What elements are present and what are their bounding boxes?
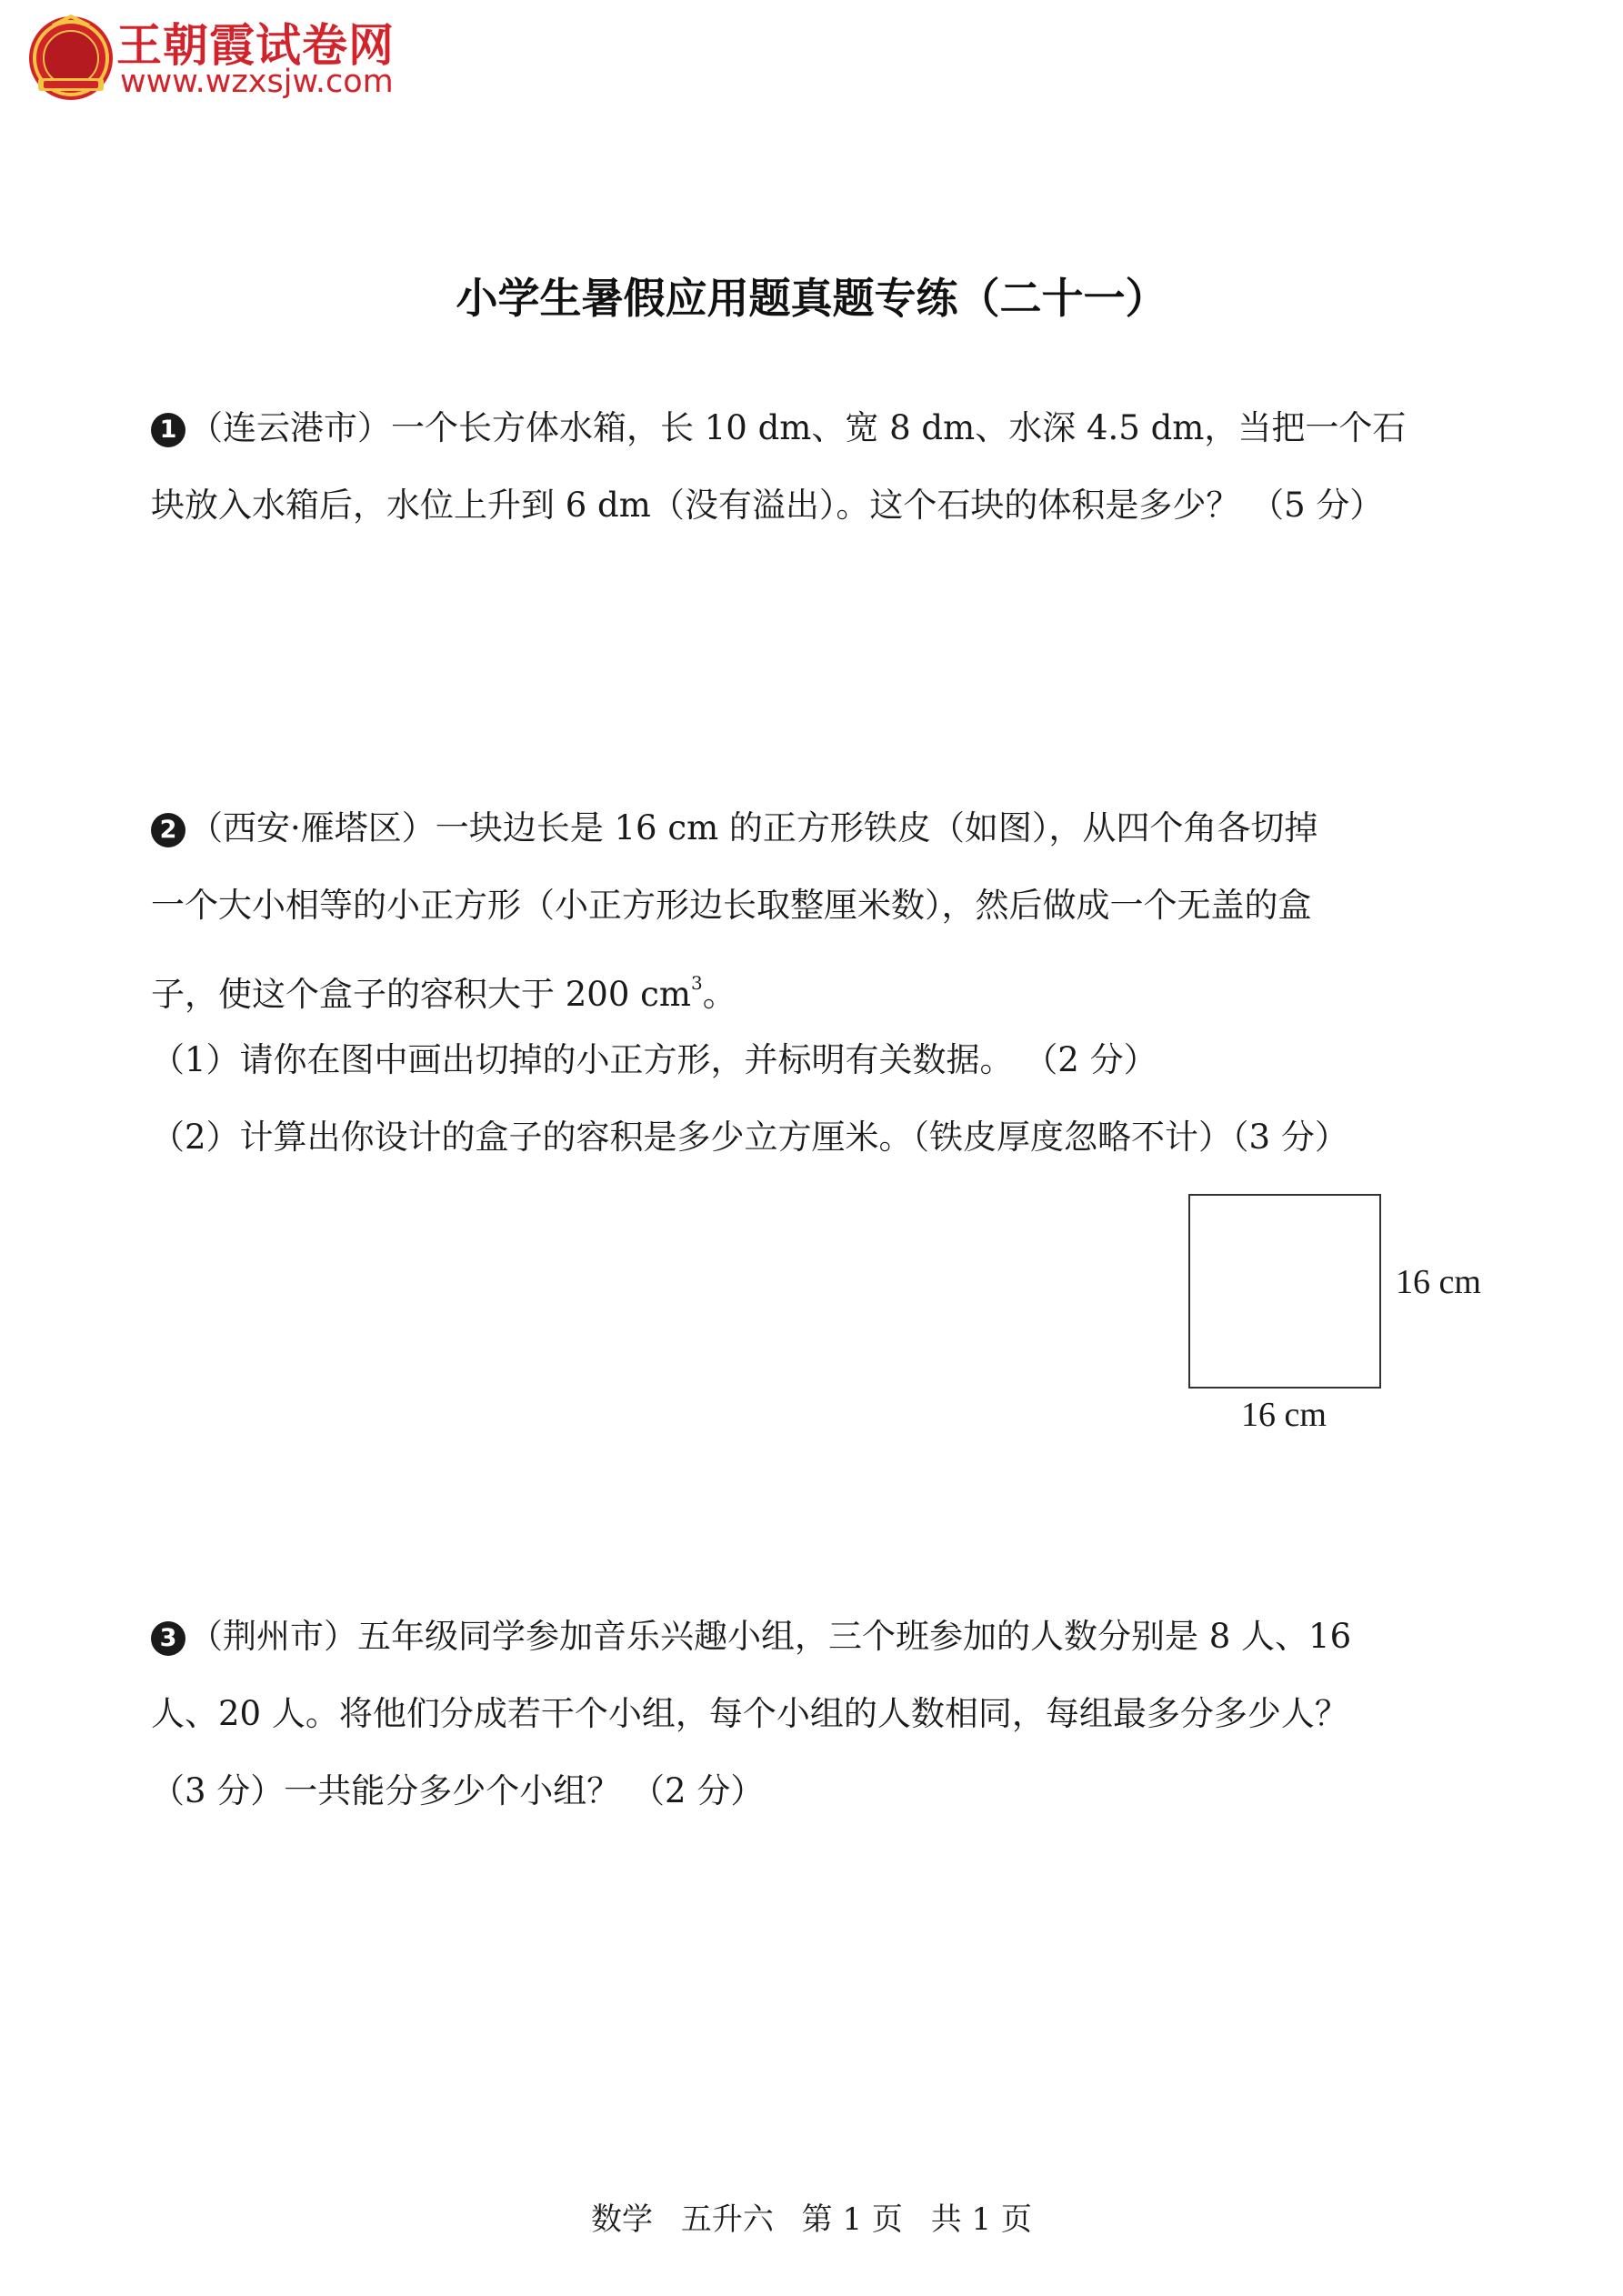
page-footer bbox=[0, 2194, 1623, 2239]
question-text: （西安·雁塔区）一块边长是 16 cm 的正方形铁皮（如图），从四个角各切掉 bbox=[189, 808, 1318, 847]
wangzhaoxia-seal-logo-icon bbox=[25, 13, 116, 104]
question-text: （3 分）一共能分多少个小组？ （2 分） bbox=[151, 1771, 765, 1810]
question-3-line-3 bbox=[151, 1769, 764, 1814]
question-text: （2）计算出你设计的盒子的容积是多少立方厘米。（铁皮厚度忽略不计）（3 分） bbox=[151, 1118, 1348, 1157]
question-number-badge: 2 bbox=[151, 813, 185, 847]
question-text: 人、20 人。将他们分成若干个小组，每个小组的人数相同，每组最多分多少人？ bbox=[151, 1694, 1348, 1733]
page-title: 小学生暑假应用题真题专练（二十一） bbox=[456, 274, 1167, 323]
question-text: 子，使这个盒子的容积大于 200 cm bbox=[151, 975, 691, 1014]
brand-name: 王朝霞试卷网 bbox=[116, 19, 395, 72]
question-2-part-1 bbox=[151, 1038, 1157, 1083]
question-2-part-2 bbox=[151, 1115, 1348, 1160]
question-3-line-2 bbox=[151, 1691, 1348, 1737]
question-3-line-1 bbox=[151, 1614, 1351, 1659]
question-2-line-3 bbox=[151, 960, 736, 1018]
question-2-line-1 bbox=[151, 806, 1317, 851]
question-text: 一个大小相等的小正方形（小正方形边长取整厘米数），然后做成一个无盖的盒 bbox=[151, 886, 1312, 925]
superscript-3: 3 bbox=[690, 972, 703, 994]
question-text: （连云港市）一个长方体水箱，长 10 dm、宽 8 dm、水深 4.5 dm，当把一个石 bbox=[189, 408, 1407, 447]
footer-subject: 数学 bbox=[591, 2201, 654, 2238]
footer-grade: 五升六 bbox=[680, 2201, 774, 2238]
question-text: 块放入水箱后，水位上升到 6 dm（没有溢出）。这个石块的体积是多少？ （5 分） bbox=[151, 486, 1384, 525]
footer-page-number: 第 1 页 bbox=[801, 2201, 903, 2238]
question-2-line-2 bbox=[151, 883, 1312, 928]
square-iron-sheet-figure bbox=[1188, 1194, 1381, 1389]
question-text: （1）请你在图中画出切掉的小正方形，并标明有关数据。 （2 分） bbox=[151, 1040, 1157, 1079]
question-1-line-2 bbox=[151, 483, 1383, 528]
question-number-badge: 1 bbox=[151, 413, 185, 447]
question-number-badge: 3 bbox=[151, 1621, 185, 1656]
figure-side-label: 16 cm bbox=[1396, 1263, 1481, 1301]
question-text: （荆州市）五年级同学参加音乐兴趣小组，三个班参加的人数分别是 8 人、16 bbox=[189, 1617, 1352, 1656]
question-text-tail: 。 bbox=[702, 975, 736, 1014]
footer-total-pages: 共 1 页 bbox=[930, 2201, 1032, 2238]
question-1-line-1 bbox=[151, 406, 1406, 451]
figure-bottom-label: 16 cm bbox=[1241, 1396, 1327, 1434]
brand-url: www.wzxsjw.com bbox=[120, 64, 394, 100]
